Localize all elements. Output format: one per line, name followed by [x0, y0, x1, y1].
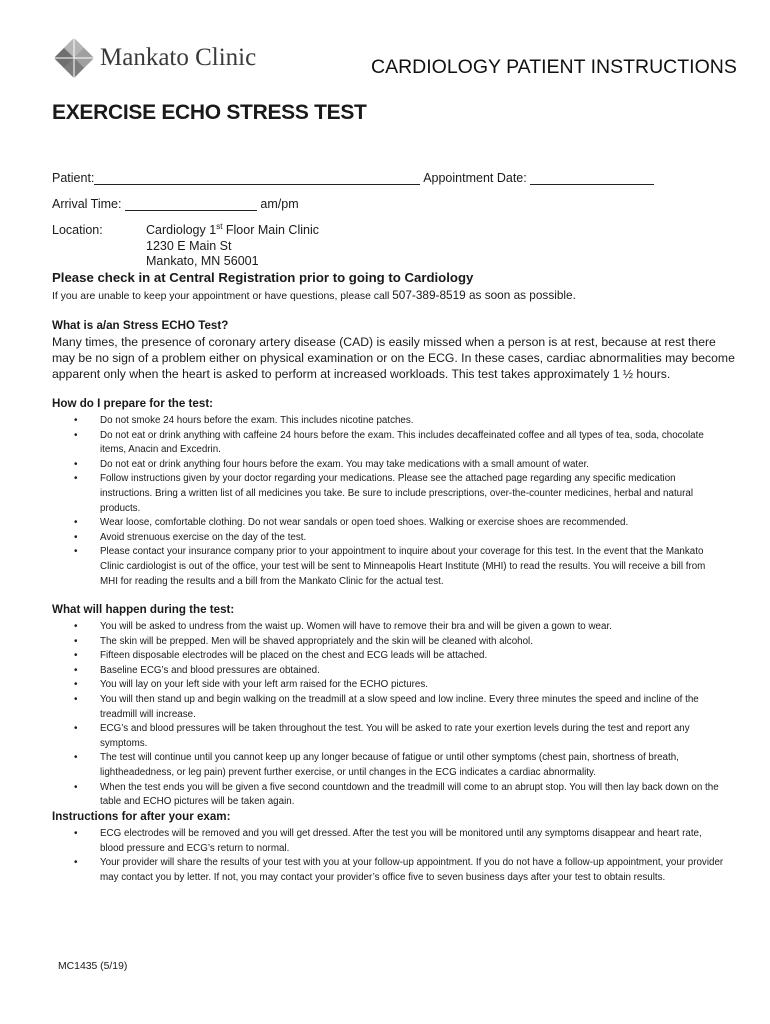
- during-list: [52, 620, 724, 810]
- list-item: [52, 693, 724, 722]
- bullet-icon: •: [74, 828, 78, 839]
- location-line-1: Cardiology 1st Floor Main Clinic: [146, 221, 319, 237]
- list-item: [52, 458, 724, 473]
- list-item-text: Follow instructions given by your doctor regarding your medications. Please see the attached page regarding any specific medication instructions. Bring a written list of all medicines you take. Be sure to include prescriptions, over-the-counter medicines, herbal and natural products.: [100, 473, 694, 514]
- bullet-icon: •: [74, 857, 78, 869]
- document-header: CARDIOLOGY PATIENT INSTRUCTIONS: [371, 56, 737, 78]
- bullet-icon: •: [74, 693, 78, 705]
- list-item: [52, 678, 724, 693]
- list-item-text: Avoid strenuous exercise on the day of the test.: [100, 531, 307, 543]
- location-address: [146, 223, 319, 270]
- bullet-icon: •: [74, 458, 78, 470]
- bullet-icon: •: [74, 621, 78, 632]
- appointment-date-blank[interactable]: [530, 171, 654, 185]
- appointment-date-label: Appointment Date:: [423, 171, 527, 185]
- bullet-icon: •: [74, 723, 78, 735]
- list-item: [52, 827, 724, 856]
- section-heading-during: What will happen during the test:: [52, 603, 235, 616]
- mankato-clinic-logo: [52, 36, 262, 80]
- section-heading-after: Instructions for after your exam:: [52, 810, 231, 823]
- after-list: [52, 827, 724, 885]
- list-item-text: Do not eat or drink anything four hours before the exam. You may take medications with a small amount of water.: [100, 458, 590, 470]
- list-item-text: Baseline ECG’s and blood pressures are obtained.: [100, 664, 320, 676]
- list-item-text: ECG electrodes will be removed and you will get dressed. After the test you will be monitored until any symptoms disappear and heart rate, blood pressure and ECG’s return to normal.: [100, 828, 702, 854]
- contact-text: If you are unable to keep your appointment or have questions, please call: [52, 291, 393, 302]
- list-item-text: Do not smoke 24 hours before the exam. This includes nicotine patches.: [100, 415, 414, 426]
- list-item-text: Wear loose, comfortable clothing. Do not wear sandals or open toed shoes. Walking or exercise shoes are recommended.: [100, 517, 629, 529]
- section-heading-prepare: How do I prepare for the test:: [52, 397, 214, 410]
- arrival-time-suffix: am/pm: [260, 197, 299, 211]
- list-item: [52, 781, 724, 810]
- section-body-what-is: Many times, the presence of coronary artery disease (CAD) is easily missed when a person is at rest, because at rest there may be no sign of a problem either on physical examination or on the ECG. In these cases, cardiac abnormalities may become apparent only when the heart is asked to perform at increased workloads. This test takes approximately 1 ½ hours.: [52, 335, 735, 381]
- list-item: [52, 545, 724, 589]
- list-item: [52, 664, 724, 679]
- list-item-text: When the test ends you will be given a five second countdown and the treadmill will come to an abrupt stop. You will then lay back down on the table and ECHO pictures will be taken again.: [100, 781, 719, 808]
- bullet-icon: •: [74, 546, 78, 558]
- patient-blank[interactable]: [94, 171, 420, 185]
- bullet-icon: •: [74, 752, 78, 764]
- location-label: Location:: [52, 223, 103, 237]
- list-item-text: The skin will be prepped. Men will be shaved appropriately and the skin will be cleaned with alcohol.: [100, 635, 533, 647]
- form-code: MC1435 (5/19): [58, 961, 128, 972]
- list-item: [52, 516, 724, 531]
- list-item-text: Do not eat or drink anything with caffeine 24 hours before the exam. This includes decaffeinated coffee and all types of tea, soda, chocolate items, Anacin and Excedrin.: [100, 429, 704, 456]
- contact-phone: 507-389-8519 as soon as possible.: [392, 288, 576, 302]
- bullet-icon: •: [74, 650, 78, 662]
- arrival-row: [52, 197, 299, 211]
- arrival-time-label: Arrival Time:: [52, 197, 122, 211]
- list-item-text: Please contact your insurance company prior to your appointment to inquire about your coverage for this test. In the event that the Mankato Clinic cardiologist is out of the office, your test will be sent to Minneapolis Heart Institute (MHI) to read the results. You will receive a bill from MHI for reading the results and a bill from the Mankato Clinic for the actual test.: [100, 546, 706, 587]
- contact-notice: [52, 288, 576, 302]
- section-heading-what-is: What is a/an Stress ECHO Test?: [52, 319, 229, 332]
- list-item-text: You will lay on your left side with your left arm raised for the ECHO pictures.: [100, 679, 428, 691]
- list-item: [52, 531, 724, 546]
- bullet-icon: •: [74, 679, 78, 691]
- check-in-notice: Please check in at Central Registration prior to going to Cardiology: [52, 270, 474, 285]
- list-item-text: Your provider will share the results of your test with you at your follow-up appointment. If you do not have a follow-up appointment, your provider may contact you by letter. If not, you may contact your provider’s office five to seven business days after your test to obtain results.: [100, 857, 724, 883]
- list-item: [52, 635, 724, 650]
- clinic-diamond-logo-icon: [52, 36, 96, 80]
- list-item: [52, 722, 724, 751]
- bullet-icon: •: [74, 429, 78, 441]
- list-item: [52, 620, 724, 635]
- list-item: [52, 856, 724, 885]
- list-item: [52, 751, 724, 780]
- patient-label: Patient:: [52, 171, 95, 185]
- list-item-text: The test will continue until you cannot keep up any longer because of fatigue or until other symptoms (chest pain, shortness of breath, lightheadedness, or leg pain) prevent further exercise, or until changes in the ECG indicates a cardiac abnormality.: [100, 752, 679, 778]
- list-item: [52, 414, 724, 429]
- bullet-icon: •: [74, 517, 78, 529]
- bullet-icon: •: [74, 473, 78, 485]
- document-title: EXERCISE ECHO STRESS TEST: [52, 101, 367, 124]
- bullet-icon: •: [74, 531, 78, 543]
- location-line-3: Mankato, MN 56001: [146, 254, 259, 268]
- prepare-list: [52, 414, 724, 589]
- bullet-icon: •: [74, 635, 78, 647]
- logo-wordmark: Mankato Clinic: [100, 44, 257, 71]
- bullet-icon: •: [74, 781, 78, 793]
- list-item-text: ECG’s and blood pressures will be taken throughout the test. You will be asked to rate your exertion levels during the test and report any symptoms.: [100, 723, 690, 749]
- list-item: [52, 429, 724, 458]
- list-item: [52, 472, 724, 516]
- location-line-2: 1230 E Main St: [146, 238, 232, 253]
- list-item-text: You will then stand up and begin walking on the treadmill at a slow speed and low incline. Every three minutes the speed and incline of the treadmill will increase.: [100, 693, 699, 720]
- list-item: [52, 649, 724, 664]
- bullet-icon: •: [74, 664, 78, 676]
- list-item-text: Fifteen disposable electrodes will be placed on the chest and ECG leads will be attached.: [100, 650, 488, 662]
- bullet-icon: •: [74, 415, 78, 426]
- arrival-time-blank[interactable]: [125, 197, 257, 211]
- list-item-text: You will be asked to undress from the waist up. Women will have to remove their bra and will be given a gown to wear.: [100, 621, 612, 632]
- patient-row: [52, 171, 654, 185]
